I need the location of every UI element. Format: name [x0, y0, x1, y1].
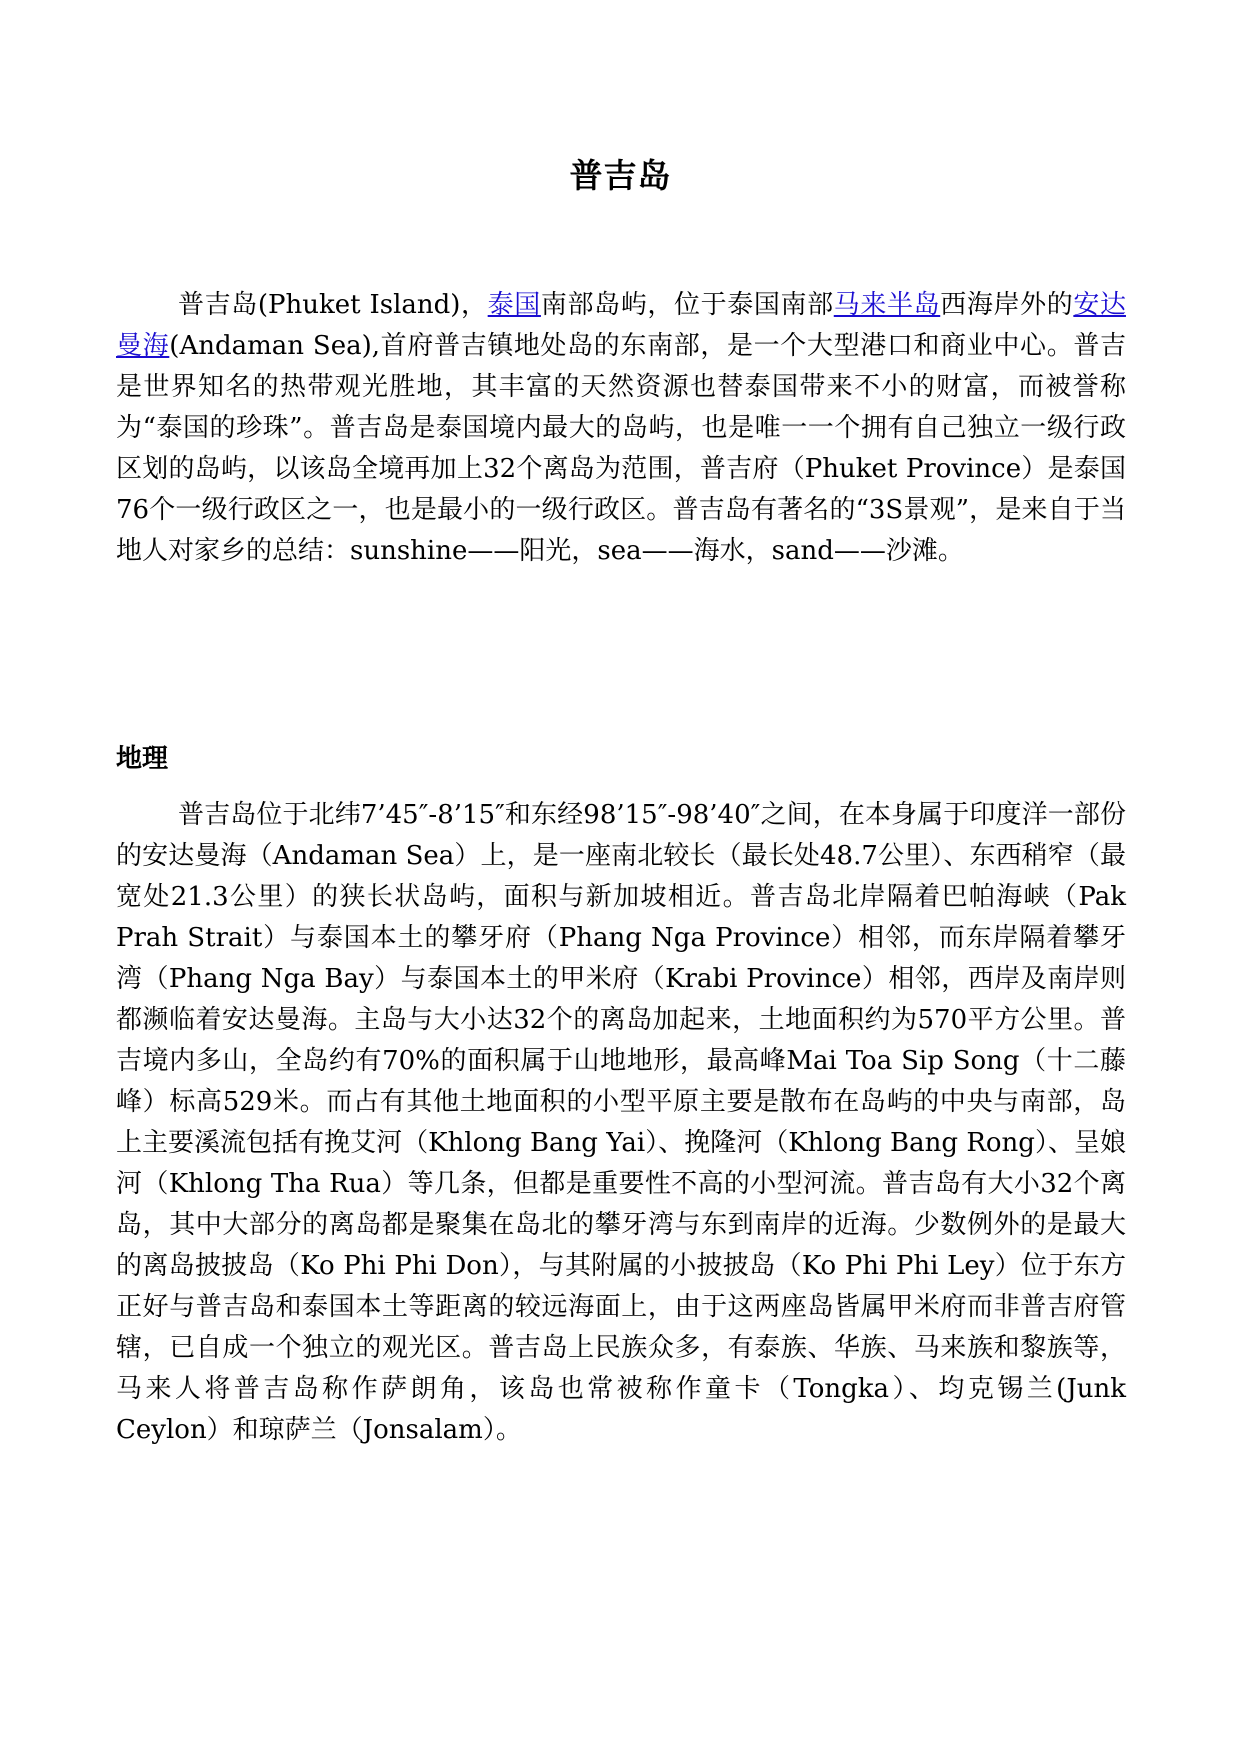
geography-heading: 地理	[116, 744, 169, 774]
geography-paragraph: 普吉岛位于北纬7’45″-8’15″和东经98’15″-98’40″之间，在本身属于印度洋一部份的安达曼海（Andaman Sea）上，是一座南北较长（最长处48.7公里）、东西稍窄（最宽处21.3公里）的狭长状岛屿，面积与新加坡相近。普吉岛北岸隔着巴帕海峡（Pak Prah Strait）与泰国本土的攀牙府（Phang Nga Province）相邻，而东岸隔着攀牙湾（Phang Nga Bay）与泰国本土的甲米府（Krabi Province）相邻，西岸及南岸则都濒临着安达曼海。主岛与大小达32个的离岛加起来，土地面积约为570平方公里。普吉境内多山，全岛约有70%的面积属于山地地形，最高峰Mai Toa Sip Song（十二藤峰）标高529米。而占有其他土地面积的小型平原主要是散布在岛屿的中央与南部，岛上主要溪流包括有挽艾河（Khlong Bang Yai）、挽隆河（Khlong Bang Rong）、呈娘河（Khlong Tha Rua）等几条，但都是重要性不高的小型河流。普吉岛有大小32个离岛，其中大部分的离岛都是聚集在岛北的攀牙湾与东到南岸的近海。少数例外的是最大的离岛披披岛（Ko Phi Phi Don），与其附属的小披披岛（Ko Phi Phi Ley）位于东方正好与普吉岛和泰国本土等距离的较远海面上，由于这两座岛皆属甲米府而非普吉府管辖，已自成一个独立的观光区。普吉岛上民族众多，有泰族、华族、马来族和黎族等，马来人将普吉岛称作萨朗角，该岛也常被称作童卡（Tongka）、均克锡兰(Junk Ceylon）和琼萨兰（Jonsalam）。	[116, 800, 1126, 1445]
intro-text-1: 普吉岛(Phuket Island)，	[178, 290, 488, 320]
intro-text-2: 南部岛屿，位于泰国南部	[540, 290, 834, 320]
intro-text-3: 西海岸外的	[940, 290, 1074, 320]
page-title: 普吉岛	[569, 156, 672, 195]
link-thailand[interactable]: 泰国	[487, 290, 541, 320]
intro-text-4: (Andaman Sea),首府普吉镇地处岛的东南部，是一个大型港口和商业中心。普吉是世界知名的热带观光胜地，其丰富的天然资源也替泰国带来不小的财富，而被誉称为“泰国的珍珠”。普吉岛是泰国境内最大的岛屿，也是唯一一个拥有自己独立一级行政区划的岛屿，以该岛全境再加上32个离岛为范围，普吉府（Phuket Province）是泰国76个一级行政区之一，也是最小的一级行政区。普吉岛有著名的“3S景观”，是来自于当地人对家乡的总结：sunshine——阳光，sea——海水，sand——沙滩。	[116, 331, 1126, 566]
link-malay-peninsula[interactable]: 马来半岛	[833, 290, 941, 320]
intro-paragraph	[116, 285, 1126, 572]
link-andaman-sea[interactable]: 安达曼海	[116, 290, 1126, 361]
